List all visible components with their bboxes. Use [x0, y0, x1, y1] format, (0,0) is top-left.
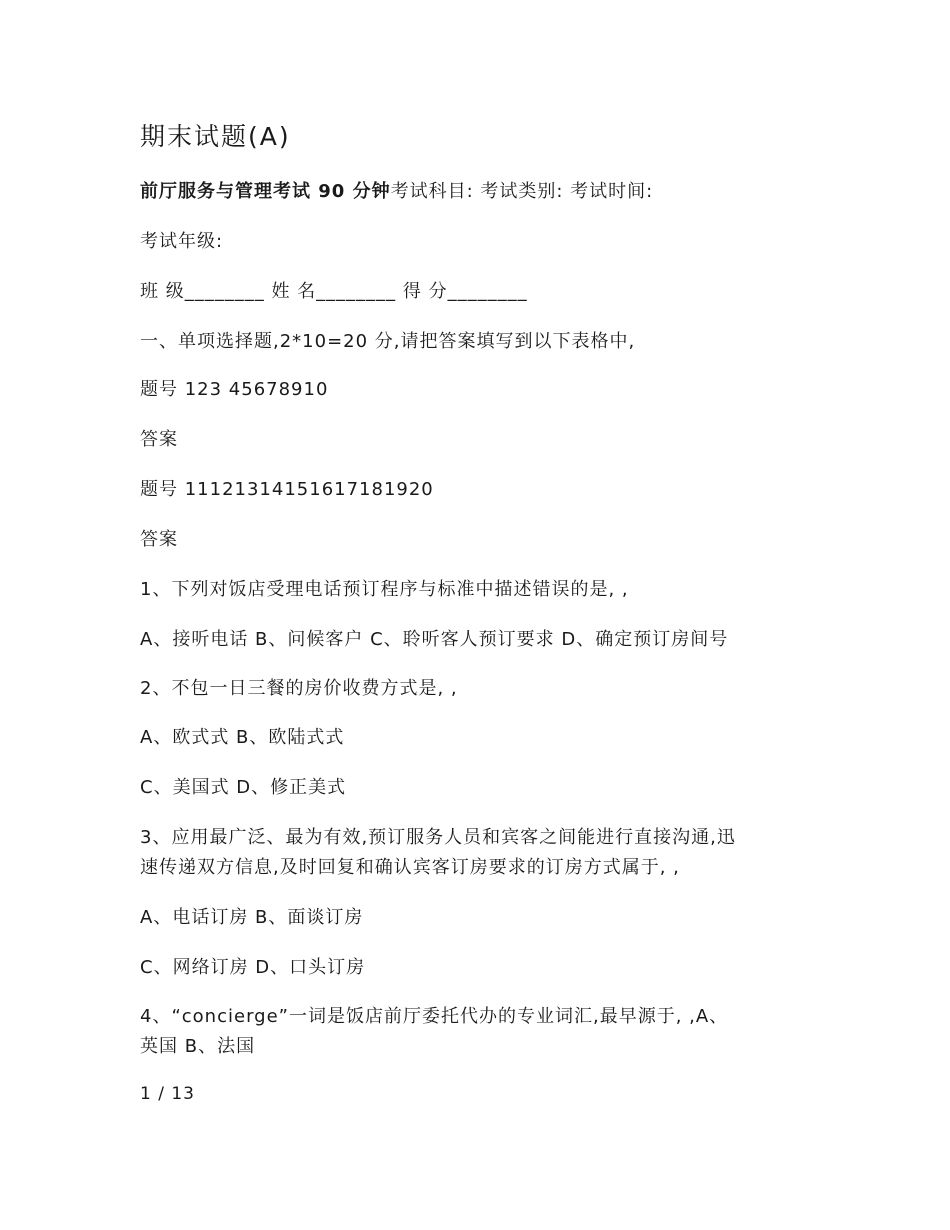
question-stem-continued: 速传递双方信息,及时回复和确认宾客订房要求的订房方式属于, ,: [140, 857, 680, 878]
question-stem-continued: 英国 B、法国: [140, 1036, 256, 1057]
question-stem: 1、下列对饭店受理电话预订程序与标准中描述错误的是, ,: [140, 579, 629, 600]
exam-grade-line: 考试年级:: [140, 231, 224, 252]
answer-table-label: 答案: [140, 529, 178, 550]
answer-table-header: 题号 11121314151617181920: [140, 479, 434, 500]
question-options: C、网络订房 D、口头订房: [140, 957, 366, 978]
question-stem: 2、不包一日三餐的房价收费方式是, ,: [140, 678, 458, 699]
page-number: 1 / 13: [140, 1084, 195, 1104]
exam-info-line: [140, 179, 653, 204]
student-info-line: 班 级________ 姓 名________ 得 分________: [140, 281, 528, 302]
question-options: A、欧式式 B、欧陆式式: [140, 727, 345, 748]
question-stem: 3、应用最广泛、最为有效,预订服务人员和宾客之间能进行直接沟通,迅: [140, 827, 736, 848]
section-heading: 一、单项选择题,2*10=20 分,请把答案填写到以下表格中,: [140, 331, 636, 352]
page-title: 期末试题(A): [140, 122, 291, 151]
answer-table-header: 题号 123 45678910: [140, 379, 329, 400]
question-options: A、接听电话 B、问候客户 C、聆听客人预订要求 D、确定预订房间号: [140, 629, 729, 650]
exam-meta-fields: 考试科目: 考试类别: 考试时间:: [390, 181, 654, 202]
question-options: C、美国式 D、修正美式: [140, 777, 347, 798]
question-stem: 4、“concierge”一词是饭店前厅委托代办的专业词汇,最早源于, ,A、: [140, 1006, 729, 1027]
answer-table-label: 答案: [140, 429, 178, 450]
question-options: A、电话订房 B、面谈订房: [140, 907, 364, 928]
exam-course-duration: 前厅服务与管理考试 90 分钟: [140, 181, 391, 202]
